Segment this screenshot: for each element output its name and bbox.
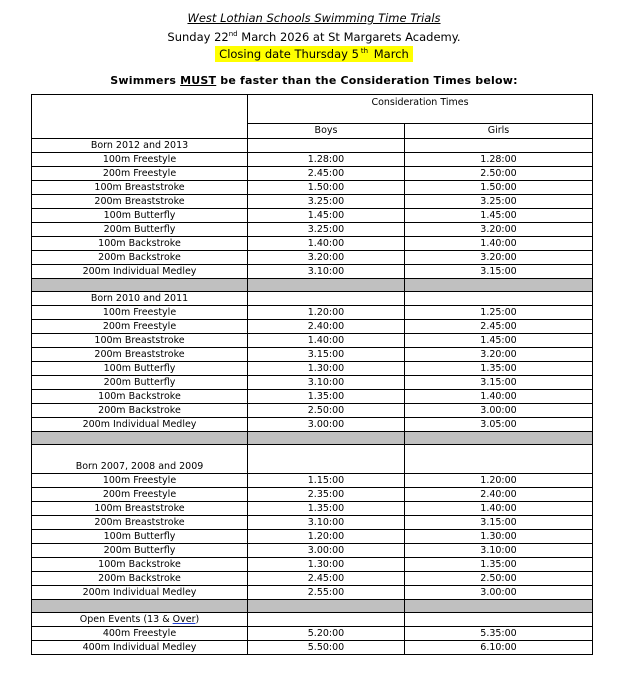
girls-time: 3.00:00 bbox=[405, 586, 593, 600]
boys-time: 1.35:00 bbox=[248, 502, 405, 516]
closing-date-highlight bbox=[215, 46, 413, 62]
closing-sup: th bbox=[360, 47, 369, 56]
header-blank-cell bbox=[32, 95, 248, 124]
table-row bbox=[32, 474, 593, 488]
boys-time: 1.30:00 bbox=[248, 362, 405, 376]
event-name: 200m Butterfly bbox=[32, 544, 248, 558]
girls-time: 2.45:00 bbox=[405, 320, 593, 334]
note-prefix: Swimmers bbox=[110, 74, 181, 87]
table-row bbox=[32, 627, 593, 641]
group-title-prefix: Open Events (13 & bbox=[79, 613, 173, 625]
event-name: 100m Breaststroke bbox=[32, 334, 248, 348]
girls-time: 1.40:00 bbox=[405, 390, 593, 404]
girls-time: 1.45:00 bbox=[405, 209, 593, 223]
event-name: 100m Backstroke bbox=[32, 390, 248, 404]
girls-time: 3.10:00 bbox=[405, 544, 593, 558]
group-title: Born 2012 and 2013 bbox=[32, 139, 248, 153]
girls-time: 3.00:00 bbox=[405, 404, 593, 418]
note-emphasis: MUST bbox=[180, 74, 217, 87]
closing-date-line bbox=[0, 47, 628, 61]
table-row bbox=[32, 530, 593, 544]
group-title bbox=[32, 613, 248, 627]
boys-time: 2.55:00 bbox=[248, 586, 405, 600]
table-row bbox=[32, 376, 593, 390]
event-name: 400m Individual Medley bbox=[32, 641, 248, 655]
boys-time: 3.00:00 bbox=[248, 418, 405, 432]
girls-time: 1.30:00 bbox=[405, 530, 593, 544]
boys-time: 3.25:00 bbox=[248, 223, 405, 237]
event-name: 100m Backstroke bbox=[32, 237, 248, 251]
boys-time: 1.15:00 bbox=[248, 474, 405, 488]
boys-time: 1.20:00 bbox=[248, 306, 405, 320]
date-suffix: March 2026 at St Margarets Academy. bbox=[237, 30, 461, 44]
event-name: 200m Individual Medley bbox=[32, 418, 248, 432]
event-name: 200m Breaststroke bbox=[32, 516, 248, 530]
girls-time: 1.50:00 bbox=[405, 181, 593, 195]
event-name: 200m Individual Medley bbox=[32, 586, 248, 600]
event-date-line bbox=[0, 30, 628, 44]
girls-time: 1.40:00 bbox=[405, 237, 593, 251]
boys-time: 3.10:00 bbox=[248, 376, 405, 390]
boys-empty-cell bbox=[248, 292, 405, 306]
table-row bbox=[32, 195, 593, 209]
table-row bbox=[32, 390, 593, 404]
table-row bbox=[32, 348, 593, 362]
table-row bbox=[32, 237, 593, 251]
table-header-row bbox=[32, 95, 593, 124]
girls-time: 3.15:00 bbox=[405, 265, 593, 279]
girls-time: 3.15:00 bbox=[405, 376, 593, 390]
date-sup: nd bbox=[228, 30, 238, 39]
girls-time: 1.35:00 bbox=[405, 362, 593, 376]
table-row bbox=[32, 181, 593, 195]
girls-time: 1.45:00 bbox=[405, 334, 593, 348]
group-title-row bbox=[32, 613, 593, 627]
table-row bbox=[32, 362, 593, 376]
closing-suffix: March bbox=[370, 47, 409, 61]
event-name: 200m Breaststroke bbox=[32, 195, 248, 209]
event-name: 200m Backstroke bbox=[32, 572, 248, 586]
boys-time: 5.20:00 bbox=[248, 627, 405, 641]
column-header-row bbox=[32, 124, 593, 139]
girls-time: 6.10:00 bbox=[405, 641, 593, 655]
requirement-note bbox=[0, 74, 628, 88]
event-name: 100m Breaststroke bbox=[32, 502, 248, 516]
event-name: 200m Freestyle bbox=[32, 488, 248, 502]
girls-empty-cell bbox=[405, 292, 593, 306]
table-row bbox=[32, 502, 593, 516]
group-title-row bbox=[32, 139, 593, 153]
group-title-row bbox=[32, 292, 593, 306]
table-row bbox=[32, 167, 593, 181]
table-body bbox=[32, 95, 593, 655]
table-row bbox=[32, 586, 593, 600]
event-name: 200m Butterfly bbox=[32, 376, 248, 390]
table-row bbox=[32, 223, 593, 237]
boys-time: 3.20:00 bbox=[248, 251, 405, 265]
event-name: 100m Butterfly bbox=[32, 209, 248, 223]
girls-time: 1.35:00 bbox=[405, 558, 593, 572]
boys-time: 1.30:00 bbox=[248, 558, 405, 572]
separator-cell bbox=[32, 432, 248, 445]
group-separator-row bbox=[32, 279, 593, 292]
boys-time: 3.10:00 bbox=[248, 265, 405, 279]
table-row bbox=[32, 153, 593, 167]
boys-time: 2.45:00 bbox=[248, 572, 405, 586]
consideration-times-table bbox=[31, 94, 593, 655]
table-row bbox=[32, 516, 593, 530]
group-title-over: Over bbox=[172, 613, 196, 625]
event-name: 200m Freestyle bbox=[32, 167, 248, 181]
boys-time: 2.50:00 bbox=[248, 404, 405, 418]
girls-time: 5.35:00 bbox=[405, 627, 593, 641]
girls-time: 1.40:00 bbox=[405, 502, 593, 516]
date-prefix: Sunday 22 bbox=[167, 30, 229, 44]
event-name: 100m Butterfly bbox=[32, 530, 248, 544]
table-row bbox=[32, 334, 593, 348]
boys-time: 2.40:00 bbox=[248, 320, 405, 334]
group-separator-row bbox=[32, 600, 593, 613]
event-name: 100m Butterfly bbox=[32, 362, 248, 376]
closing-prefix: Closing date Thursday 5 bbox=[219, 47, 359, 61]
table-row bbox=[32, 265, 593, 279]
event-name: 100m Freestyle bbox=[32, 153, 248, 167]
event-name: 400m Freestyle bbox=[32, 627, 248, 641]
document-title: West Lothian Schools Swimming Time Trials bbox=[187, 11, 441, 25]
group-separator-row bbox=[32, 432, 593, 445]
separator-cell bbox=[248, 279, 405, 292]
girls-empty-cell bbox=[405, 445, 593, 474]
boys-time: 3.25:00 bbox=[248, 195, 405, 209]
girls-column-header: Girls bbox=[405, 124, 593, 139]
girls-time: 2.50:00 bbox=[405, 167, 593, 181]
girls-time: 1.28:00 bbox=[405, 153, 593, 167]
column-header-blank bbox=[32, 124, 248, 139]
table-row bbox=[32, 544, 593, 558]
separator-cell bbox=[248, 432, 405, 445]
group-title-row bbox=[32, 445, 593, 474]
boys-empty-cell bbox=[248, 445, 405, 474]
boys-time: 3.10:00 bbox=[248, 516, 405, 530]
boys-time: 2.35:00 bbox=[248, 488, 405, 502]
event-name: 200m Backstroke bbox=[32, 251, 248, 265]
event-name: 200m Freestyle bbox=[32, 320, 248, 334]
girls-time: 3.05:00 bbox=[405, 418, 593, 432]
girls-time: 2.50:00 bbox=[405, 572, 593, 586]
boys-time: 1.40:00 bbox=[248, 237, 405, 251]
table-row bbox=[32, 404, 593, 418]
boys-time: 1.50:00 bbox=[248, 181, 405, 195]
boys-time: 1.28:00 bbox=[248, 153, 405, 167]
table-row bbox=[32, 209, 593, 223]
boys-empty-cell bbox=[248, 613, 405, 627]
boys-empty-cell bbox=[248, 139, 405, 153]
boys-time: 2.45:00 bbox=[248, 167, 405, 181]
girls-time: 2.40:00 bbox=[405, 488, 593, 502]
girls-time: 3.20:00 bbox=[405, 251, 593, 265]
table-row bbox=[32, 418, 593, 432]
separator-cell bbox=[248, 600, 405, 613]
table-row bbox=[32, 558, 593, 572]
event-name: 100m Breaststroke bbox=[32, 181, 248, 195]
event-name: 200m Backstroke bbox=[32, 404, 248, 418]
boys-time: 1.20:00 bbox=[248, 530, 405, 544]
table-row bbox=[32, 320, 593, 334]
separator-cell bbox=[405, 279, 593, 292]
table-row bbox=[32, 641, 593, 655]
boys-time: 1.45:00 bbox=[248, 209, 405, 223]
boys-time: 5.50:00 bbox=[248, 641, 405, 655]
girls-time: 3.20:00 bbox=[405, 348, 593, 362]
separator-cell bbox=[32, 279, 248, 292]
table-row bbox=[32, 572, 593, 586]
event-name: 100m Backstroke bbox=[32, 558, 248, 572]
table-row bbox=[32, 488, 593, 502]
girls-empty-cell bbox=[405, 613, 593, 627]
boys-time: 3.00:00 bbox=[248, 544, 405, 558]
table-row bbox=[32, 306, 593, 320]
separator-cell bbox=[405, 600, 593, 613]
event-name: 100m Freestyle bbox=[32, 306, 248, 320]
boys-time: 1.40:00 bbox=[248, 334, 405, 348]
girls-time: 3.15:00 bbox=[405, 516, 593, 530]
girls-time: 3.20:00 bbox=[405, 223, 593, 237]
group-title-suffix: ) bbox=[195, 613, 200, 625]
separator-cell bbox=[32, 600, 248, 613]
boys-time: 3.15:00 bbox=[248, 348, 405, 362]
table-row bbox=[32, 251, 593, 265]
event-name: 100m Freestyle bbox=[32, 474, 248, 488]
note-suffix: be faster than the Consideration Times below: bbox=[216, 74, 518, 87]
girls-empty-cell bbox=[405, 139, 593, 153]
group-title: Born 2007, 2008 and 2009 bbox=[32, 445, 248, 474]
consideration-times-header: Consideration Times bbox=[248, 95, 593, 124]
event-name: 200m Individual Medley bbox=[32, 265, 248, 279]
girls-time: 1.25:00 bbox=[405, 306, 593, 320]
boys-column-header: Boys bbox=[248, 124, 405, 139]
group-title: Born 2010 and 2011 bbox=[32, 292, 248, 306]
girls-time: 1.20:00 bbox=[405, 474, 593, 488]
event-name: 200m Butterfly bbox=[32, 223, 248, 237]
event-name: 200m Breaststroke bbox=[32, 348, 248, 362]
separator-cell bbox=[405, 432, 593, 445]
girls-time: 3.25:00 bbox=[405, 195, 593, 209]
boys-time: 1.35:00 bbox=[248, 390, 405, 404]
